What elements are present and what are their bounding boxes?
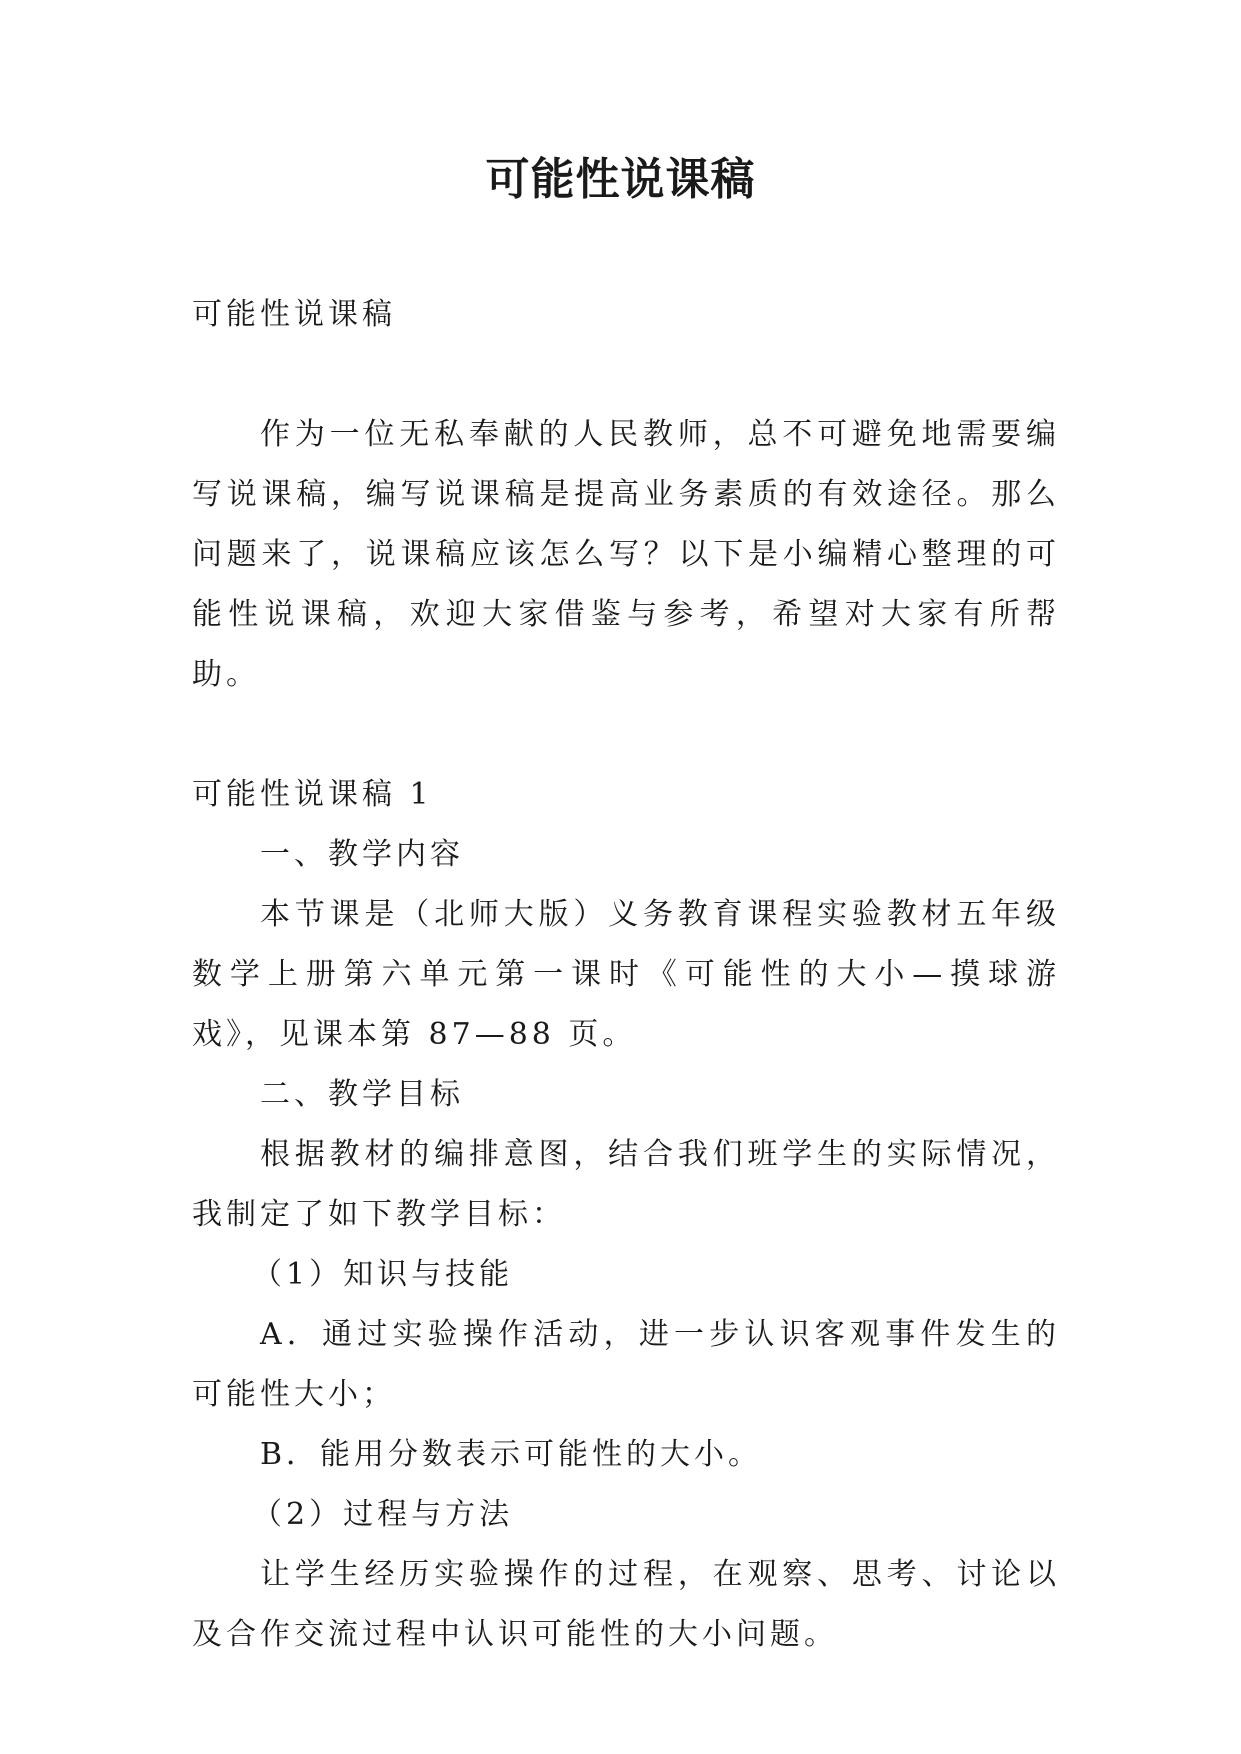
teaching-content-paragraph: 本节课是（北师大版）义务教育课程实验教材五年级数学上册第六单元第一课时《可能性的大小—摸球游戏》，见课本第 87—88 页。 xyxy=(192,897,1060,1052)
sub-heading-knowledge-skills: （1）知识与技能 xyxy=(252,1257,514,1292)
process-methods-paragraph: 让学生经历实验操作的过程，在观察、思考、讨论以及合作交流过程中认识可能性的大小问题。 xyxy=(192,1557,1060,1652)
spacer xyxy=(192,345,1060,405)
teaching-goals-paragraph: 根据教材的编排意图，结合我们班学生的实际情况，我制定了如下教学目标： xyxy=(192,1137,1060,1232)
sub-heading-process-methods: （2）过程与方法 xyxy=(252,1497,514,1532)
goal-item-a: A．通过实验操作活动，进一步认识客观事件发生的可能性大小； xyxy=(192,1317,1060,1412)
goal-item-b: B．能用分数表示可能性的大小。 xyxy=(260,1437,763,1472)
spacer xyxy=(192,705,1060,765)
section-title: 可能性说课稿 1 xyxy=(192,777,433,812)
document-title: 可能性说课稿 xyxy=(485,154,756,205)
heading-teaching-goals: 二、教学目标 xyxy=(260,1077,464,1112)
intro-paragraph: 作为一位无私奉献的人民教师，总不可避免地需要编写说课稿，编写说课稿是提高业务素质的有效途径。那么问题来了，说课稿应该怎么写？以下是小编精心整理的可能性说课稿，欢迎大家借鉴与参考，希望对大家有所帮助。 xyxy=(192,417,1060,692)
document-subtitle: 可能性说课稿 xyxy=(192,297,396,332)
document-body xyxy=(192,285,1060,1665)
heading-teaching-content: 一、教学内容 xyxy=(260,837,464,872)
